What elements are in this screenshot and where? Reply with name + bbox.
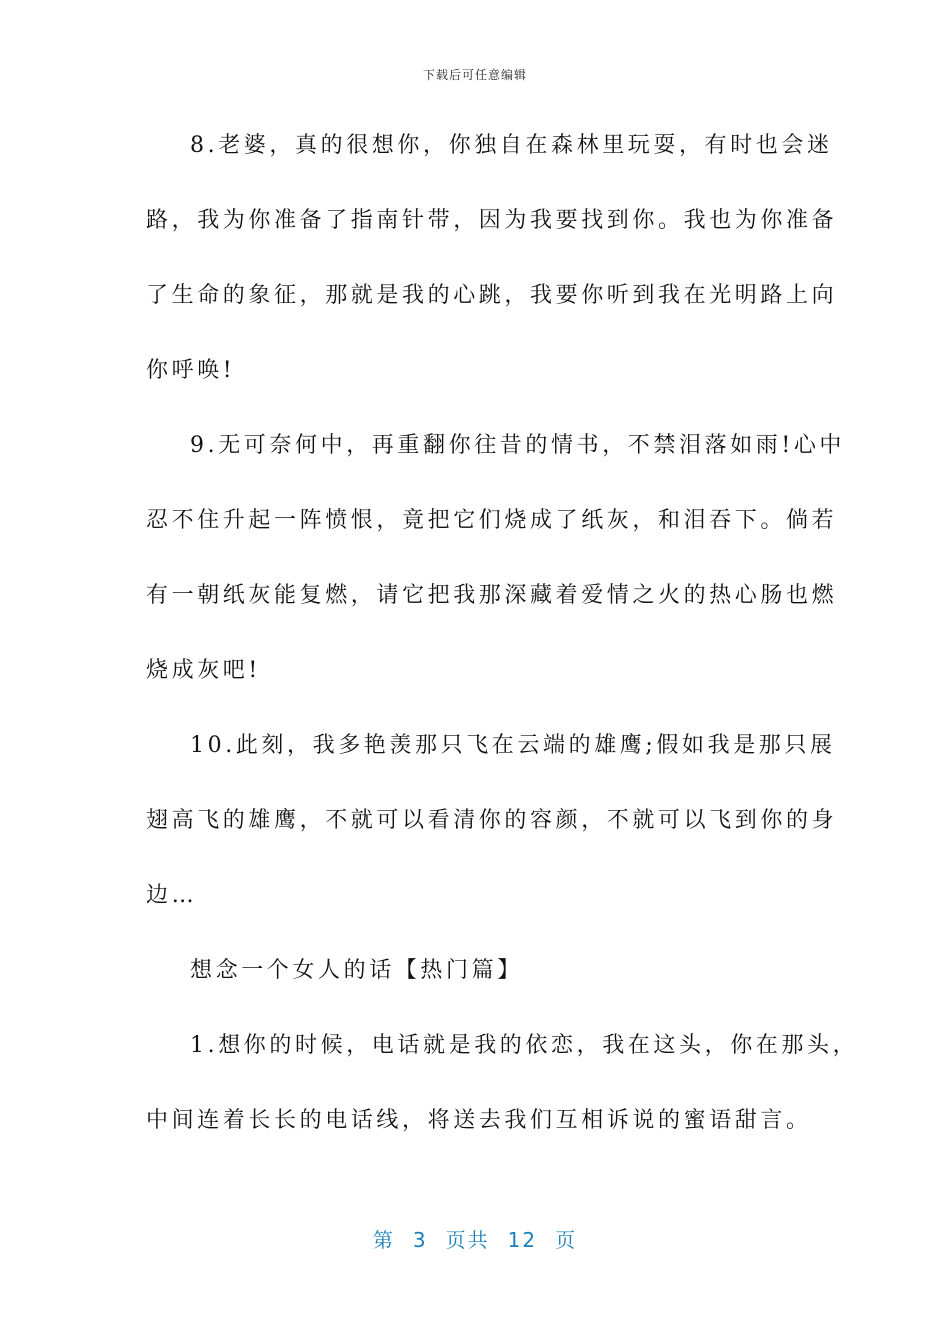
paragraph-line: 1.想你的时候，电话就是我的依恋，我在这头，你在那头， [190,1033,859,1058]
paragraph-line: 路，我为你准备了指南针带，因为我要找到你。我也为你准备 [146,208,838,233]
footer-prefix: 第 [372,1228,395,1252]
section-heading: 想念一个女人的话【热门篇】 [190,958,523,983]
footer-suffix: 页 [555,1228,578,1252]
document-body [146,122,859,1172]
paragraph-line: 10.此刻，我多艳羡那只飞在云端的雄鹰;假如我是那只展 [190,733,836,758]
paragraph-line: 了生命的象征，那就是我的心跳，我要你听到我在光明路上向 [146,283,838,308]
page-header-note: 下载后可任意编辑 [422,68,527,82]
footer-middle: 页共 [445,1228,490,1252]
paragraph-line: 烧成灰吧! [146,658,261,683]
paragraph-line: 你呼唤! [146,358,236,383]
footer-current-page: 3 [412,1228,428,1252]
paragraph-line: 9.无可奈何中，再重翻你往昔的情书，不禁泪落如雨!心中 [190,433,846,458]
footer-total-pages: 12 [507,1228,538,1252]
paragraph-line: 8.老婆，真的很想你，你独自在森林里玩耍，有时也会迷 [190,133,833,158]
page-number-footer [0,1224,950,1253]
paragraph-line: 中间连着长长的电话线，将送去我们互相诉说的蜜语甜言。 [146,1108,812,1133]
paragraph-line: 翅高飞的雄鹰，不就可以看清你的容颜，不就可以飞到你的身 [146,808,838,833]
paragraph-line: 忍不住升起一阵愤恨，竟把它们烧成了纸灰，和泪吞下。倘若 [146,508,838,533]
paragraph-line: 边… [146,883,198,908]
paragraph-line: 有一朝纸灰能复燃，请它把我那深藏着爱情之火的热心肠也燃 [146,583,838,608]
